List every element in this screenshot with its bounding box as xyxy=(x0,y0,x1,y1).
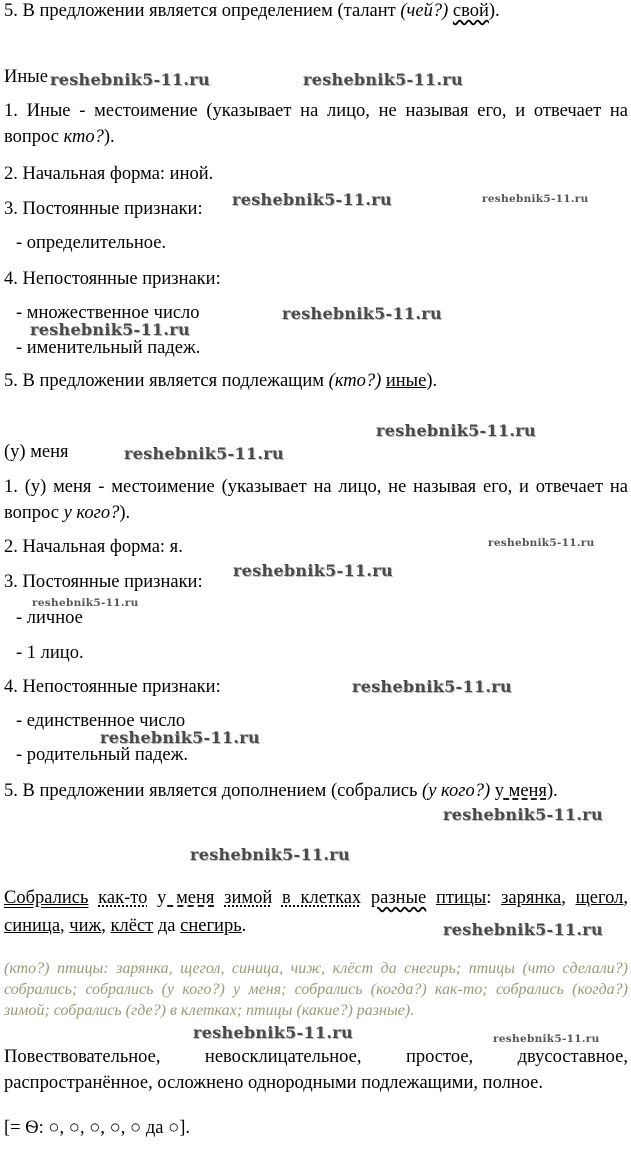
s3-p5: 5. В предложении является дополнением (собрались (у кого?) у меня). xyxy=(4,781,558,801)
example-sentence: Собрались как-то у меня зимой в клетках разные птицы: зарянка, щегол, синица, чиж, клёст да снегирь. xyxy=(4,888,629,936)
watermark: reshebnik5-11.ru xyxy=(443,805,603,824)
watermark: reshebnik5-11.ru xyxy=(50,70,210,89)
s3-title: (у) меня xyxy=(4,442,69,462)
syntax-analysis: (кто?) птицы: зарянка, щегол, синица, чиж, клёст да снегирь; птицы (что сделали?) собрались; собрались (у кого?) у меня; собрались (когда?) как-то; собрались (когда?) зимой; собрались (где?) в клетках; птицы (какие?) разные). xyxy=(4,960,628,1019)
s3-f1: - личное xyxy=(16,608,83,628)
watermark: reshebnik5-11.ru xyxy=(482,193,589,205)
watermark: reshebnik5-11.ru xyxy=(493,1033,600,1045)
watermark: reshebnik5-11.ru xyxy=(352,677,512,696)
s2-p4: 4. Непостоянные признаки: xyxy=(4,269,221,289)
watermark: reshebnik5-11.ru xyxy=(30,320,190,339)
watermark: reshebnik5-11.ru xyxy=(488,537,595,549)
watermark: reshebnik5-11.ru xyxy=(100,728,260,747)
s2-f3: - именительный падеж. xyxy=(16,338,201,358)
s3-p3: 3. Постоянные признаки: xyxy=(4,572,203,592)
watermark: reshebnik5-11.ru xyxy=(232,190,392,209)
sentence-scheme: [= Ѳ: ○, ○, ○, ○, ○ да ○]. xyxy=(4,1118,191,1138)
s2-p5: 5. В предложении является подлежащим (кто?) иные). xyxy=(4,371,438,391)
s2-f2: - множественное число xyxy=(16,303,200,323)
watermark: reshebnik5-11.ru xyxy=(190,845,350,864)
watermark: reshebnik5-11.ru xyxy=(282,304,442,323)
sentence-characteristic: Повествовательное, невосклицательное, простое, двусоставное, распространённое, осложнено однородными подлежащими, полное. xyxy=(4,1047,628,1093)
s3-f2: - 1 лицо. xyxy=(16,643,84,663)
s2-title: Иные xyxy=(4,67,48,87)
watermark: reshebnik5-11.ru xyxy=(32,597,139,609)
s3-p4: 4. Непостоянные признаки: xyxy=(4,677,221,697)
watermark: reshebnik5-11.ru xyxy=(233,561,393,580)
s3-p2: 2. Начальная форма: я. xyxy=(4,537,183,557)
watermark: reshebnik5-11.ru xyxy=(124,444,284,463)
s3-f3: - единственное число xyxy=(16,711,186,731)
watermark: reshebnik5-11.ru xyxy=(303,70,463,89)
s2-p2: 2. Начальная форма: иной. xyxy=(4,164,214,184)
s3-f4: - родительный падеж. xyxy=(16,745,189,765)
watermark: reshebnik5-11.ru xyxy=(193,1023,353,1042)
s2-f1: - определительное. xyxy=(16,233,167,253)
s2-p3: 3. Постоянные признаки: xyxy=(4,199,203,219)
s3-p1: 1. (у) меня - местоимение (указывает на лицо, не называя его, и отвечает на вопрос у кого?). xyxy=(4,477,628,523)
s2-p1: 1. Иные - местоимение (указывает на лицо, не называя его, и отвечает на вопрос кто?). xyxy=(4,101,628,147)
watermark: reshebnik5-11.ru xyxy=(376,421,536,440)
watermark: reshebnik5-11.ru xyxy=(443,920,603,939)
s1-p5: 5. В предложении является определением (талант (чей?) свой). xyxy=(4,1,500,21)
